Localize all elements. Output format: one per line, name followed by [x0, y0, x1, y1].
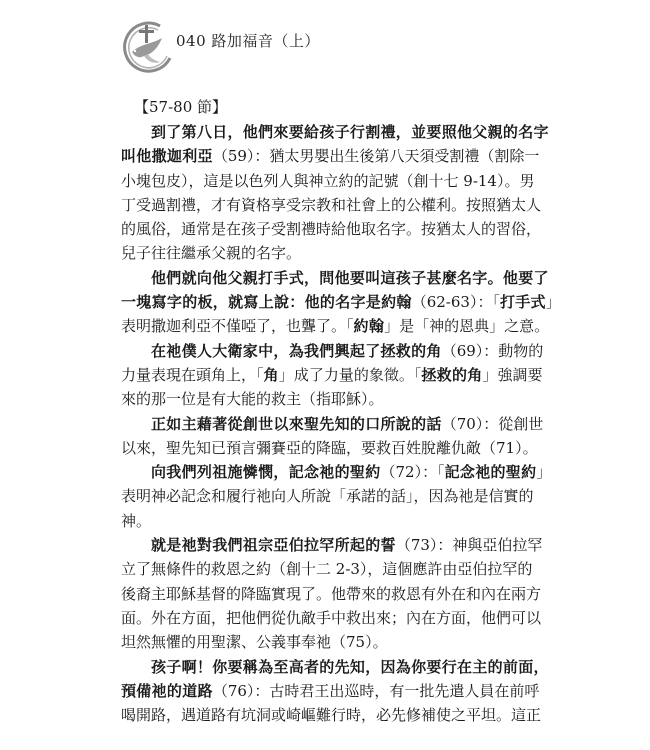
- paragraph: [121, 533, 543, 654]
- paragraph: [121, 655, 549, 728]
- paragraph: [121, 460, 552, 533]
- text-line: [121, 314, 550, 338]
- scripture-quote: 孩子啊！你要稱為至高者的先知，因為你要行在主的前面，: [151, 657, 549, 676]
- text-line: [121, 266, 549, 290]
- text-line: [121, 339, 544, 363]
- commentary-text: 的風俗，通常是在孩子受割禮時給他取名字。按猶太人的習俗，: [121, 220, 542, 239]
- paragraph: [121, 266, 561, 339]
- commentary-text: 面。外在方面，把他們從仇敵手中救出來；內在方面，他們可以: [121, 608, 542, 627]
- scripture-quote: 預備祂的道路: [121, 681, 213, 700]
- commentary-text: （72）：「: [380, 463, 445, 482]
- text-line: [121, 509, 521, 533]
- commentary-text: （73）：神與亞伯拉罕: [395, 536, 543, 555]
- text-line: [121, 533, 543, 557]
- commentary-text: （76）：古時君王出巡時，有一批先遣人員在前呼: [212, 681, 540, 700]
- scripture-quote: 約翰: [353, 317, 385, 336]
- paragraph: [121, 120, 549, 266]
- scripture-quote: 他們就向他父親打手式，問他要叫這孩子甚麼名字。他要了: [151, 268, 549, 287]
- commentary-text: （62-63）：「: [411, 293, 500, 312]
- scripture-quote: 正如主藉著從創世以來聖先知的口所說的話: [151, 414, 442, 433]
- text-line: [121, 217, 542, 241]
- commentary-text: 」成了力量的象徵。「: [278, 365, 422, 384]
- text-line: [121, 606, 542, 630]
- commentary-text: （69）：動物的: [441, 341, 544, 360]
- commentary-text: 」是「神的恩典」之意。: [384, 317, 550, 336]
- commentary-text: 表明神必記念和履行祂向人所說「承諾的話」，因為祂是信實的: [121, 487, 534, 506]
- commentary-text: 後裔主耶穌基督的降臨實現了。他帶來的救恩有外在和內在兩方: [121, 584, 542, 603]
- text-line: [121, 387, 521, 411]
- paragraph-list: [121, 120, 561, 727]
- commentary-text: 力量表現在頭角上，「: [121, 365, 264, 384]
- commentary-text: 丁受過割禮，才有資格享受宗教和社會上的公權利。按照猶太人: [121, 195, 542, 214]
- commentary-text: 以來，聖先知已預言彌賽亞的降臨，要救百姓脫離仇敵（71）。: [121, 438, 538, 457]
- commentary-text: 神。: [121, 511, 152, 530]
- commentary-text: 兒子往往繼承父親的名字。: [121, 244, 302, 263]
- text-line: [121, 120, 549, 144]
- scripture-quote: 角: [263, 365, 279, 384]
- paragraph: [121, 339, 544, 412]
- text-line: [121, 363, 543, 387]
- paragraph: [121, 412, 544, 461]
- page-header: [118, 18, 538, 78]
- commentary-text: 小塊包皮），這是以色列人與神立約的記號（創十七 9-14）。男: [121, 171, 535, 190]
- scripture-quote: 打手式: [499, 293, 546, 312]
- commentary-text: （70）：從創世: [441, 414, 544, 433]
- text-line: [121, 169, 535, 193]
- dove-cross-icon: [118, 18, 178, 78]
- commentary-text: 」: [536, 463, 552, 482]
- scripture-quote: 到了第八日，他們來要給孩子行割禮，並要照他父親的名字: [151, 123, 549, 141]
- text-line: [121, 484, 534, 508]
- commentary-text: 來的那一位是有大能的救主（指耶穌）。: [121, 390, 384, 409]
- page-header-title: 040 路加福音（上）: [176, 32, 320, 50]
- scripture-quote: 向我們列祖施憐憫，記念祂的聖約: [151, 463, 381, 482]
- text-line: [121, 679, 540, 703]
- scripture-quote: 記念祂的聖約: [444, 463, 537, 482]
- scripture-quote: 一塊寫字的板，就寫上說：他的名字是約翰: [121, 293, 412, 312]
- text-line: [121, 460, 552, 484]
- scripture-quote: 叫他撒迦利亞: [121, 147, 213, 166]
- scripture-quote: 就是祂對我們祖宗亞伯拉罕所起的誓: [151, 536, 396, 555]
- commentary-text: （59）：猶太男嬰出生後第八天須受割禮（割除一: [212, 147, 540, 166]
- text-line: [121, 630, 521, 654]
- text-line: [121, 703, 542, 727]
- text-line: [121, 436, 538, 460]
- text-line: [121, 582, 542, 606]
- document-body: [121, 95, 561, 727]
- text-line: [121, 241, 521, 265]
- text-line: [121, 290, 561, 314]
- section-heading: 【57-80 節】: [134, 98, 228, 116]
- text-line: [121, 412, 544, 436]
- scripture-quote: 在祂僕人大衛家中，為我們興起了拯救的角: [151, 341, 442, 360]
- commentary-text: 表明撒迦利亞不僅啞了，也聾了。「: [121, 317, 354, 336]
- commentary-text: 立了無條件的救恩之約（創十二 2-3），這個應許由亞伯拉罕的: [121, 560, 533, 579]
- text-line: [121, 193, 542, 217]
- commentary-text: 坦然無懼的用聖潔、公義事奉祂（75）。: [121, 633, 388, 652]
- text-line: [121, 144, 540, 168]
- commentary-text: 喝開路，遇道路有坑洞或崎嶇難行時，必先修補使之平坦。這正: [121, 706, 542, 725]
- scripture-quote: 拯救的角: [421, 365, 483, 384]
- text-line: [121, 557, 533, 581]
- commentary-text: 」強調要: [482, 365, 543, 384]
- commentary-text: 」: [545, 293, 561, 312]
- text-line: [121, 655, 549, 679]
